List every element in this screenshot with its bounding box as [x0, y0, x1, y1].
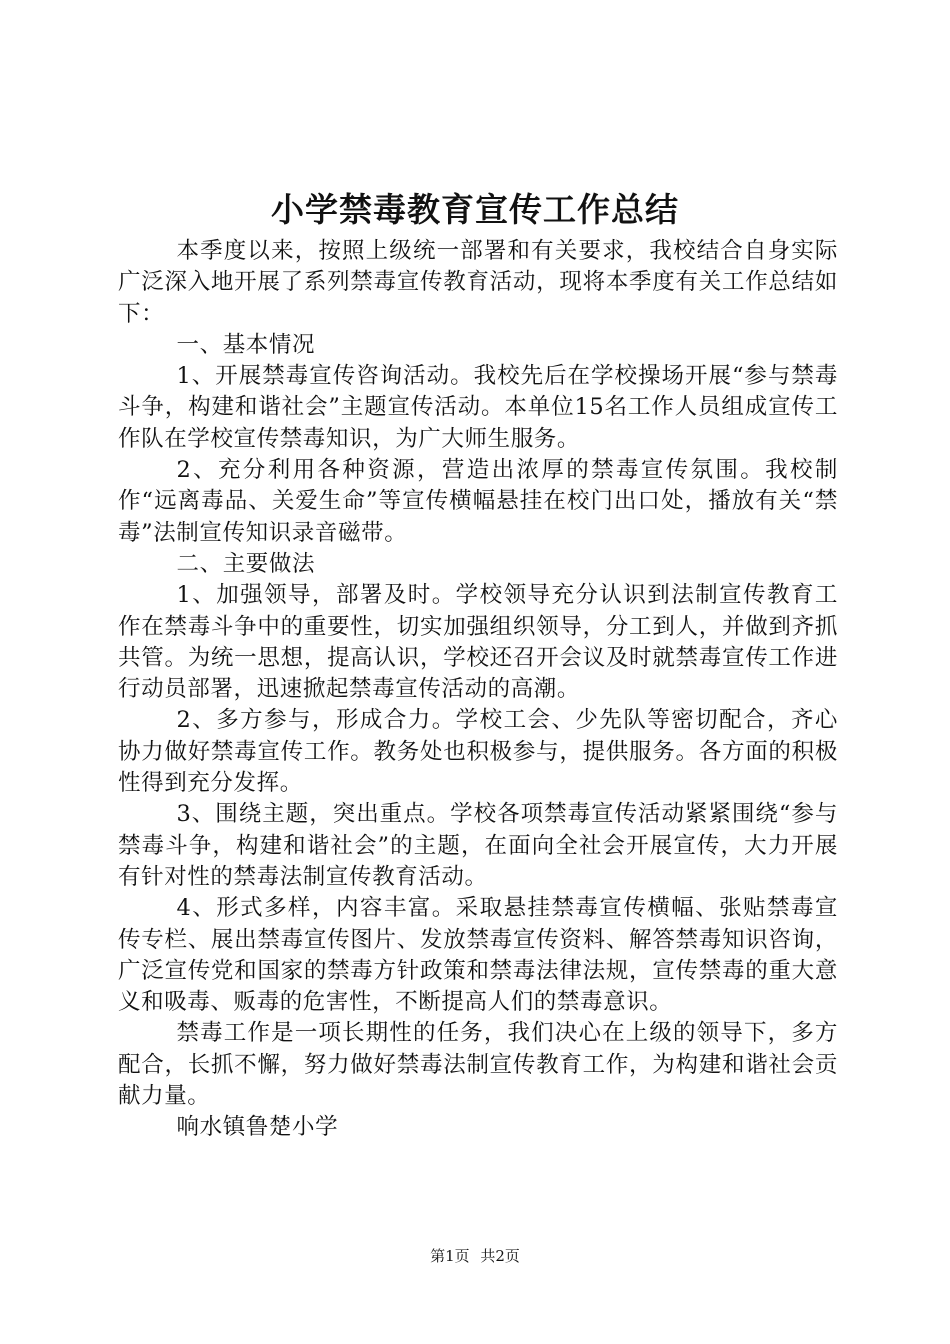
paragraph-consulting-activity: 1、开展禁毒宣传咨询活动。我校先后在学校操场开展“参与禁毒斗争，构建和谐社会”主题宣传活动。本单位15名工作人员组成宣传工作队在学校宣传禁毒知识，为广大师生服务。: [118, 363, 838, 452]
paragraph-conclusion: 禁毒工作是一项长期性的任务，我们决心在上级的领导下，多方配合，长抓不懈，努力做好禁毒法制宣传教育工作，为构建和谐社会贡献力量。: [118, 1020, 838, 1110]
paragraph-theme-focus: 3、围绕主题，突出重点。学校各项禁毒宣传活动紧紧围绕“参与禁毒斗争，构建和谐社会”的主题，在面向全社会开展宣传，大力开展有针对性的禁毒法制宣传教育活动。: [118, 801, 838, 890]
paragraph-resources-atmosphere: 2、充分利用各种资源，营造出浓厚的禁毒宣传氛围。我校制作“远离毒品、关爱生命”等宣传横幅悬挂在校门出口处，播放有关“禁毒”法制宣传知识录音磁带。: [118, 457, 838, 546]
document-body: [118, 236, 838, 1144]
paragraph-leadership: 1、加强领导，部署及时。学校领导充分认识到法制宣传教育工作在禁毒斗争中的重要性，切实加强组织领导，分工到人，并做到齐抓共管。为统一思想，提高认识，学校还召开会议及时就禁毒宣传工作进行动员部署，迅速掀起禁毒宣传活动的高潮。: [118, 582, 838, 703]
section-heading-main-practices: 二、主要做法: [176, 550, 316, 577]
page-number: 第1页: [430, 1247, 470, 1265]
paragraph-participation: 2、多方参与，形成合力。学校工会、少先队等密切配合，齐心协力做好禁毒宣传工作。教务处也积极参与，提供服务。各方面的积极性得到充分发挥。: [118, 707, 838, 797]
signature-school-name: 响水镇鲁楚小学: [176, 1114, 339, 1141]
document-title: 小学禁毒教育宣传工作总结: [271, 190, 679, 229]
paragraph-diverse-forms: 4、形式多样，内容丰富。采取悬挂禁毒宣传横幅、张贴禁毒宣传专栏、展出禁毒宣传图片、发放禁毒宣传资料、解答禁毒知识咨询，广泛宣传党和国家的禁毒方针政策和禁毒法律法规，宣传禁毒的重大意义和吸毒、贩毒的危害性，不断提高人们的禁毒意识。: [118, 895, 838, 1016]
page-total: 共2页: [480, 1247, 520, 1265]
intro-paragraph: 本季度以来，按照上级统一部署和有关要求，我校结合自身实际广泛深入地开展了系列禁毒宣传教育活动，现将本季度有关工作总结如下：: [118, 238, 838, 327]
page-footer: [0, 1246, 950, 1266]
section-heading-basic-situation: 一、基本情况: [176, 331, 316, 358]
